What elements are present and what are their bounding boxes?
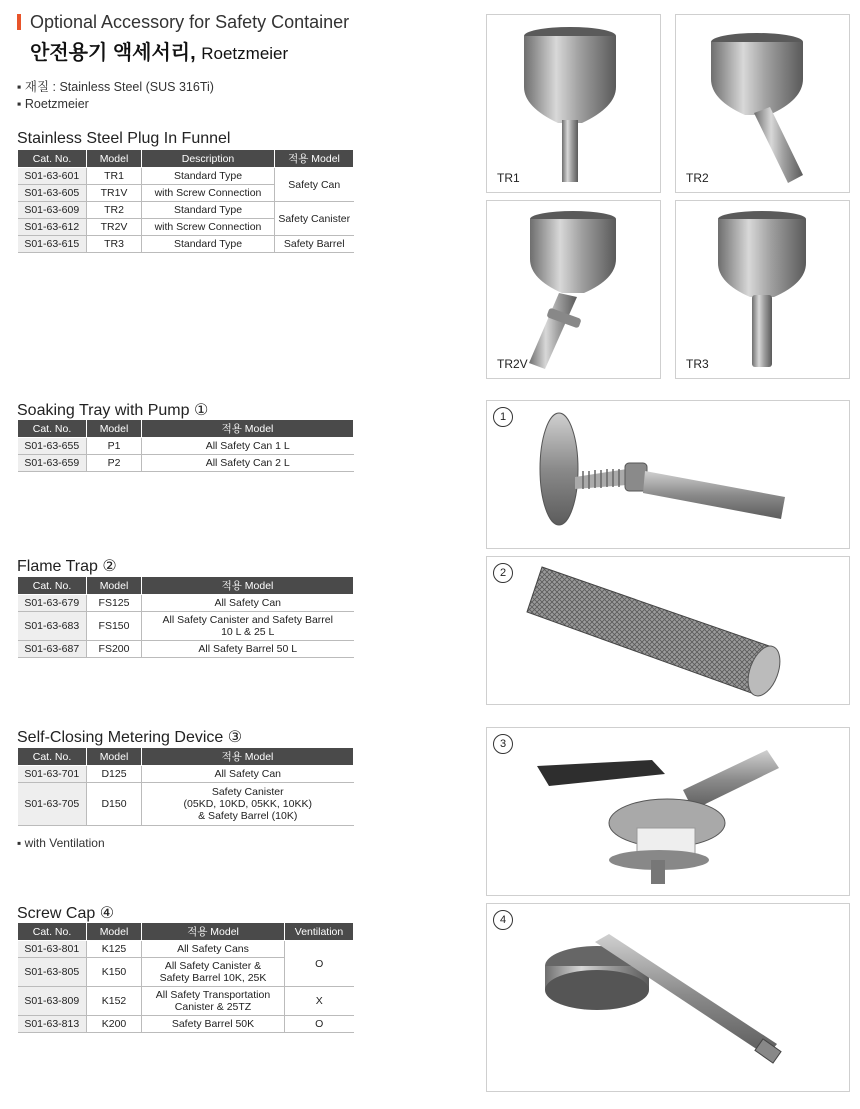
model: K152 <box>87 987 142 1016</box>
cat-no: S01-63-612 <box>18 219 87 236</box>
model: K200 <box>87 1016 142 1033</box>
col-header: 적용 Model <box>142 577 354 595</box>
cat-no: S01-63-615 <box>18 236 87 253</box>
funnel-table <box>17 149 354 253</box>
table-row <box>18 595 354 612</box>
cat-no: S01-63-683 <box>18 612 87 641</box>
cat-no: S01-63-813 <box>18 1016 87 1033</box>
col-header: Model <box>87 150 142 168</box>
model: TR3 <box>87 236 142 253</box>
col-header: Description <box>142 150 275 168</box>
model: K125 <box>87 941 142 958</box>
marker-1: 1 <box>493 407 513 427</box>
title-accent-bar <box>17 14 21 30</box>
cat-no: S01-63-705 <box>18 783 87 826</box>
table-row <box>18 783 354 826</box>
applies-line: Safety Canister <box>211 786 284 798</box>
cat-no: S01-63-679 <box>18 595 87 612</box>
table-row <box>18 1016 354 1033</box>
cat-no: S01-63-609 <box>18 202 87 219</box>
applies-model: Safety Barrel 50K <box>142 1016 285 1033</box>
section-title-metering: Self-Closing Metering Device ③ <box>17 729 243 746</box>
photo-metering-device <box>486 727 850 896</box>
ventilation-value: O <box>285 941 354 987</box>
table-header-row <box>18 748 354 766</box>
cat-no: S01-63-659 <box>18 455 87 472</box>
label-tr3: TR3 <box>686 357 709 371</box>
applies-model: All Safety Can <box>142 766 354 783</box>
cat-no: S01-63-701 <box>18 766 87 783</box>
screwcap-table <box>17 922 354 1033</box>
col-header: Cat. No. <box>18 577 87 595</box>
cat-no: S01-63-655 <box>18 438 87 455</box>
description: Standard Type <box>142 168 275 185</box>
model: TR1V <box>87 185 142 202</box>
material-note: ▪ 재질 : Stainless Steel (SUS 316Ti) <box>17 80 214 94</box>
marker-2: 2 <box>493 563 513 583</box>
label-tr2: TR2 <box>686 171 709 185</box>
model: D125 <box>87 766 142 783</box>
photo-funnel-tr3 <box>675 200 850 379</box>
screw-cap-image <box>487 904 849 1091</box>
applies-model <box>142 987 285 1016</box>
cat-no: S01-63-601 <box>18 168 87 185</box>
metering-table <box>17 747 354 826</box>
applies-model <box>142 783 354 826</box>
applies-line: All Safety Canister and Safety Barrel <box>162 614 333 626</box>
ventilation-note: ▪ with Ventilation <box>17 836 105 850</box>
table-row <box>18 236 354 253</box>
model: TR2V <box>87 219 142 236</box>
applies-model: All Safety Can <box>142 595 354 612</box>
model: TR1 <box>87 168 142 185</box>
table-header-row <box>18 923 354 941</box>
col-header: Model <box>87 420 142 438</box>
applies-line: Canister & 25TZ <box>174 1001 252 1013</box>
marker-3: 3 <box>493 734 513 754</box>
description: with Screw Connection <box>142 185 275 202</box>
applies-line: All Safety Transportation <box>155 989 271 1001</box>
cat-no: S01-63-805 <box>18 958 87 987</box>
ventilation-value: O <box>285 1016 354 1033</box>
applies-line: Safety Barrel 10K, 25K <box>159 972 267 984</box>
applies-model <box>142 612 354 641</box>
description: Standard Type <box>142 236 275 253</box>
applies-model: All Safety Cans <box>142 941 285 958</box>
table-row <box>18 455 354 472</box>
col-header: Ventilation <box>285 923 354 941</box>
photo-funnel-tr2v <box>486 200 661 379</box>
table-row <box>18 766 354 783</box>
col-header: 적용 Model <box>142 420 354 438</box>
metering-device-image <box>487 728 849 895</box>
applies-line: 10 L & 25 L <box>221 626 275 638</box>
col-header: Model <box>87 923 142 941</box>
table-row <box>18 438 354 455</box>
label-tr1: TR1 <box>497 171 520 185</box>
applies-model: Safety Canister <box>275 202 354 236</box>
flame-table <box>17 576 354 658</box>
col-header: Model <box>87 577 142 595</box>
applies-line: All Safety Canister & <box>164 960 262 972</box>
table-row <box>18 987 354 1016</box>
applies-model: Safety Barrel <box>275 236 354 253</box>
applies-model: All Safety Barrel 50 L <box>142 641 354 658</box>
table-row <box>18 612 354 641</box>
label-tr2v: TR2V <box>497 357 528 371</box>
soaking-tray-image <box>487 401 849 548</box>
table-row <box>18 168 354 185</box>
funnel-tr2-image <box>676 15 849 192</box>
applies-model: All Safety Can 1 L <box>142 438 354 455</box>
table-row <box>18 641 354 658</box>
section-title-soaking: Soaking Tray with Pump ① <box>17 402 209 419</box>
photo-screw-cap <box>486 903 850 1092</box>
title-brand: Roetzmeier <box>201 44 289 63</box>
soaking-table <box>17 419 354 472</box>
model: TR2 <box>87 202 142 219</box>
col-header: 적용 Model <box>142 923 285 941</box>
description: Standard Type <box>142 202 275 219</box>
cat-no: S01-63-687 <box>18 641 87 658</box>
photo-funnel-tr1 <box>486 14 661 193</box>
photo-flame-trap <box>486 556 850 705</box>
col-header: Model <box>87 748 142 766</box>
cat-no: S01-63-809 <box>18 987 87 1016</box>
col-header: Cat. No. <box>18 748 87 766</box>
col-header: Cat. No. <box>18 923 87 941</box>
col-header: Cat. No. <box>18 420 87 438</box>
col-header: 적용 Model <box>142 748 354 766</box>
col-header: Cat. No. <box>18 150 87 168</box>
section-title-screwcap: Screw Cap ④ <box>17 905 115 922</box>
applies-model <box>142 958 285 987</box>
applies-model: All Safety Can 2 L <box>142 455 354 472</box>
table-header-row <box>18 420 354 438</box>
funnel-tr3-image <box>676 201 849 378</box>
model: FS125 <box>87 595 142 612</box>
marker-4: 4 <box>493 910 513 930</box>
cat-no: S01-63-801 <box>18 941 87 958</box>
photo-soaking-tray <box>486 400 850 549</box>
model: D150 <box>87 783 142 826</box>
title-ko-text: 안전용기 액세서리, <box>30 42 196 64</box>
flame-trap-image <box>487 557 849 704</box>
cat-no: S01-63-605 <box>18 185 87 202</box>
table-row <box>18 202 354 219</box>
table-row <box>18 941 354 958</box>
model: P1 <box>87 438 142 455</box>
brand-note: ▪ Roetzmeier <box>17 97 89 111</box>
table-header-row <box>18 150 354 168</box>
funnel-tr2v-image <box>487 201 660 378</box>
model: P2 <box>87 455 142 472</box>
ventilation-value: X <box>285 987 354 1016</box>
page-title-ko <box>30 36 288 65</box>
section-title-funnel: Stainless Steel Plug In Funnel <box>17 130 231 147</box>
model: K150 <box>87 958 142 987</box>
col-header: 적용 Model <box>275 150 354 168</box>
applies-model: Safety Can <box>275 168 354 202</box>
page-title-en: Optional Accessory for Safety Container <box>30 12 350 32</box>
model: FS150 <box>87 612 142 641</box>
funnel-tr1-image <box>487 15 660 192</box>
section-title-flame: Flame Trap ② <box>17 558 117 575</box>
photo-funnel-tr2 <box>675 14 850 193</box>
model: FS200 <box>87 641 142 658</box>
applies-line: & Safety Barrel (10K) <box>198 810 298 822</box>
applies-line: (05KD, 10KD, 05KK, 10KK) <box>183 798 312 810</box>
table-header-row <box>18 577 354 595</box>
description: with Screw Connection <box>142 219 275 236</box>
